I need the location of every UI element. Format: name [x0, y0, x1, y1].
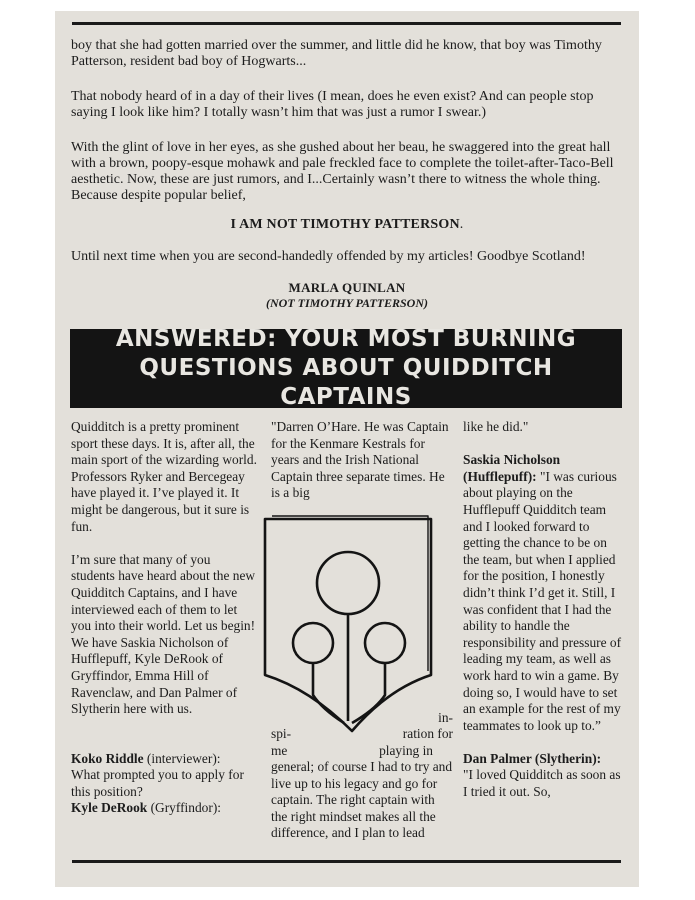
- intro-paragraph-1: boy that she had gotten married over the summer, and little did he know, that boy was Timothy Patterson, resident bad boy of Hogwarts...: [71, 38, 602, 69]
- quidditch-hoops-shield-icon: [260, 513, 436, 735]
- intro-paragraph-3: With the glint of love in her eyes, as she gushed about her beau, he swaggered into the great hall with a brown, poopy-esque mohawk and pale freckled face to complete the toilet-after-Taco-Bell aesthetic. Now, these are just rumors, and I...Certainly wasn’t there to witness the whole thing. Because despite popular belief,: [71, 140, 614, 203]
- dan-answer-text: "I loved Quidditch as soon as I tried it out. So,: [463, 767, 621, 800]
- wrap-line-3: [271, 743, 453, 760]
- column-1-paragraph-1: Quidditch is a pretty prominent sport these days. It is, after all, the main sport of the wizarding world. Professors Ryker and Bercegeay have played it. I’ve played it. It might be dangerous, but it sure is fun.: [71, 419, 257, 534]
- speaker-name-dan: Dan Palmer: [463, 750, 532, 766]
- saskia-answer-text: "I was curious about playing on the Hufflepuff Quidditch team and I looked forward to getting the chance to be on the team, but when I applied for the position, I honestly didn’t think I’d get it. Still, I was confident that I had the ability to handle the responsibility and pressure of leading my team, as well as work hard to win a game. By doing so, I would have to set an example for the rest of my teammates to look up to.”: [463, 468, 622, 733]
- wrap-line-2-left: spi-: [271, 726, 292, 741]
- dan-speaker: [463, 751, 623, 768]
- headline-banner: [70, 326, 622, 410]
- wrap-line-2-right: ration for: [402, 726, 453, 741]
- interviewer-name: Koko Riddle: [71, 750, 144, 766]
- wrap-line-2: [271, 726, 453, 743]
- speaker-name-kyle: Kyle DeRook: [71, 800, 148, 816]
- wrap-line-3-right: playing in: [379, 742, 433, 758]
- column-2-wrap-2: [271, 726, 453, 759]
- intro-paragraph-2: That nobody heard of in a day of their lives (I mean, does he even exist? And can people stop saying I look like him? I totally wasn’t him that was just a rumor I swear.): [71, 89, 594, 120]
- speaker-role-dan: (Slytherin):: [531, 750, 602, 766]
- interviewer-role: (interviewer):: [143, 750, 221, 766]
- answer-speaker: [71, 800, 257, 817]
- wrap-line-1: [271, 710, 453, 727]
- speaker-role-saskia: (Hufflepuff):: [463, 468, 537, 484]
- bold-statement-period: .: [459, 217, 464, 232]
- newspaper-page: [55, 11, 639, 887]
- bottom-rule: [72, 860, 621, 863]
- headline-line-2: QUESTIONS ABOUT QUIDDITCH CAPTAINS: [139, 355, 553, 410]
- article-column-3: [463, 419, 623, 801]
- wrap-line-1-right: in-: [438, 710, 453, 725]
- bold-statement-text: I AM NOT TIMOTHY PATTERSON: [230, 217, 460, 232]
- speaker-name-saskia: Saskia Nicholson: [463, 452, 561, 468]
- column-2-wrap: [271, 710, 453, 727]
- bold-statement: [71, 217, 623, 233]
- article-column-1: [71, 419, 257, 817]
- column-3-continuation: like he did.": [463, 419, 529, 434]
- speaker-role-kyle: (Gryffindor):: [147, 800, 222, 816]
- interviewer-question: [71, 751, 257, 768]
- column-1-paragraph-2: I’m sure that many of you students have heard about the new Quidditch Captains, and I have interviewed each of them to let you into their world. Let us begin! We have Saskia Nicholson of Hufflepuff, Kyle DeRook of Gryffindor, Emma Hill of Ravenclaw, and Dan Palmer of Slytherin here with us.: [71, 551, 256, 717]
- saskia-answer: [463, 452, 623, 734]
- author-signature: MARLA QUINLAN: [288, 280, 406, 295]
- article-column-2: [271, 419, 453, 502]
- author-note: (NOT TIMOTHY PATTERSON): [266, 296, 428, 310]
- column-2-top-text: "Darren O’Hare. He was Captain for the Kenmare Kestrals for years and the Irish National Captain three separate times. He is a big: [271, 419, 449, 501]
- column-2-tail-text: general; of course I had to try and live up to his legacy and go for captain. The right captain with the right mindset makes all the difference, and I plan to lead: [271, 759, 453, 841]
- sign-off-line: Until next time when you are second-handedly offended by my articles! Goodbye Scotland!: [71, 249, 586, 264]
- headline-line-1: ANSWERED: YOUR MOST BURNING: [115, 326, 577, 352]
- question-text: What prompted you to apply for this position?: [71, 767, 244, 799]
- top-rule: [72, 22, 621, 25]
- article-intro: [71, 38, 623, 310]
- wrap-line-3-left: me: [271, 742, 288, 758]
